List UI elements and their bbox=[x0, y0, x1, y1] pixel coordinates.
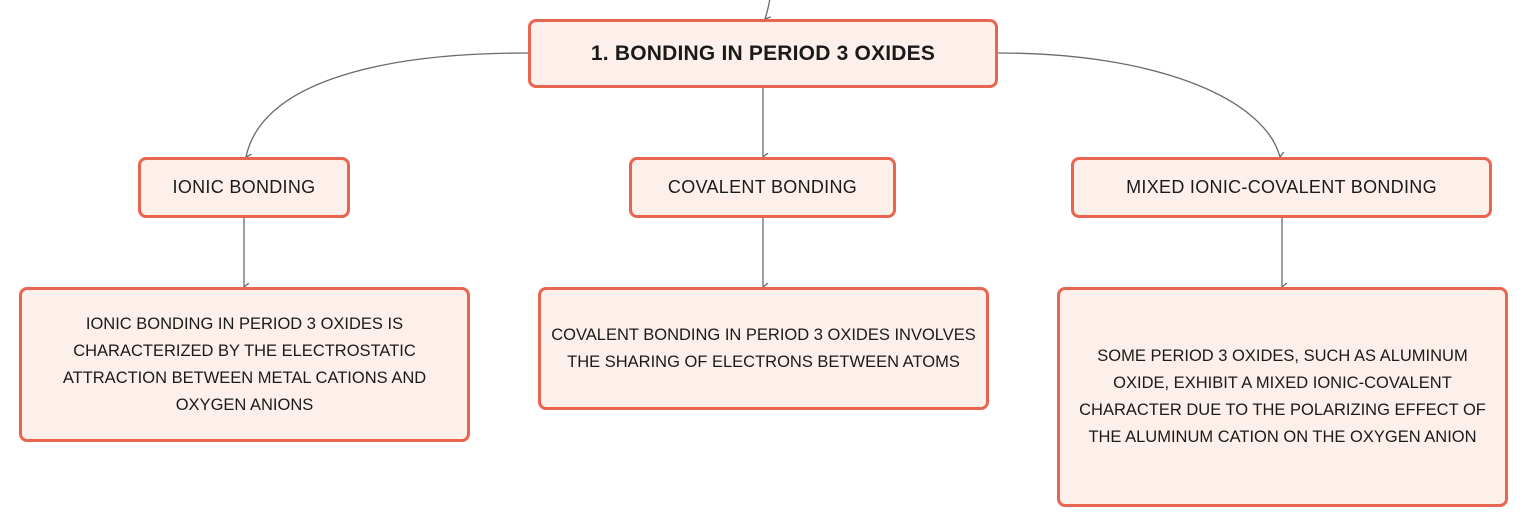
ionic-bonding-detail-node[interactable] bbox=[19, 287, 470, 442]
covalent-bonding-detail-text: COVALENT BONDING IN PERIOD 3 OXIDES INVOLVES THE SHARING OF ELECTRONS BETWEEN ATOMS bbox=[551, 325, 976, 371]
covalent-bonding-label: COVALENT BONDING bbox=[667, 177, 858, 197]
covalent-bonding-detail-node[interactable] bbox=[538, 287, 989, 410]
mixed-bonding-label: MIXED IONIC-COVALENT BONDING bbox=[1126, 177, 1437, 197]
connector-root-to-ionic bbox=[246, 53, 528, 157]
mixed-bonding-detail-text: SOME PERIOD 3 OXIDES, SUCH AS ALUMINUM OXIDE, EXHIBIT A MIXED IONIC-COVALENT CHARACTER DUE TO THE POLARIZING EFFECT OF THE ALUMINUM CATION ON THE OXYGEN ANION bbox=[1079, 347, 1486, 446]
mixed-bonding-detail-node[interactable] bbox=[1057, 287, 1508, 507]
ionic-bonding-node[interactable] bbox=[138, 157, 350, 218]
incoming-connector bbox=[765, 0, 770, 19]
root-topic-label: 1. BONDING IN PERIOD 3 OXIDES bbox=[590, 41, 936, 65]
root-topic-node[interactable] bbox=[528, 19, 998, 88]
connector-root-to-mixed bbox=[998, 53, 1280, 157]
covalent-bonding-node[interactable] bbox=[629, 157, 896, 218]
ionic-bonding-label: IONIC BONDING bbox=[172, 177, 316, 197]
ionic-bonding-detail-text: IONIC BONDING IN PERIOD 3 OXIDES IS CHARACTERIZED BY THE ELECTROSTATIC ATTRACTION BETWEEN METAL CATIONS AND OXYGEN ANIONS bbox=[62, 314, 427, 414]
mixed-bonding-node[interactable] bbox=[1071, 157, 1492, 218]
